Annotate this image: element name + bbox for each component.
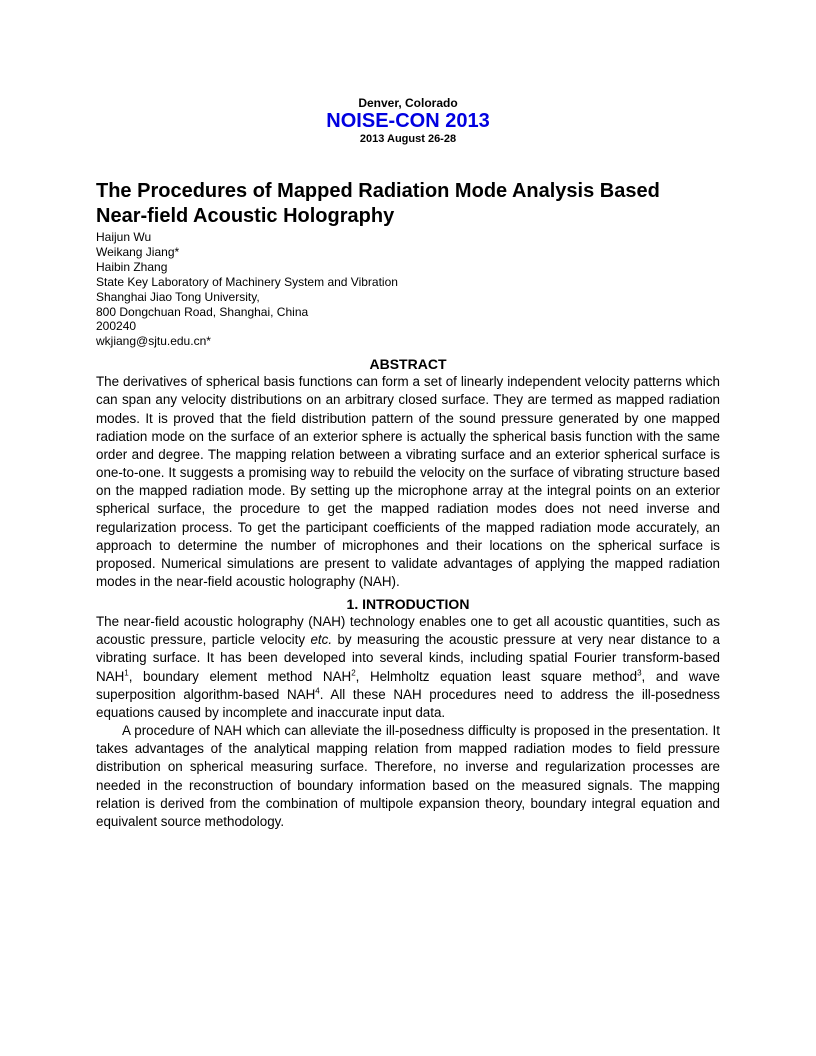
author-email: wkjiang@sjtu.edu.cn* xyxy=(96,334,211,349)
reference-marker: 3 xyxy=(637,668,642,678)
affiliation-line: State Key Laboratory of Machinery System and Vibration xyxy=(96,274,398,289)
affiliation-line: 800 Dongchuan Road, Shanghai, China xyxy=(96,304,309,319)
abstract-text: The derivatives of spherical basis functions can form a set of linearly independent velocity patterns which can span any velocity distributions on an arbitrary closed surface. They are termed as mapped radiation modes. It is proved that the field distribution pattern of the sound pressure generated by one mapped radiation mode on the surface of an exterior sphere is actually the spherical basis function with the same order and degree. The mapping relation between a vibrating surface and an exterior spherical surface is one-to-one. It suggests a promising way to rebuild the velocity on the surface of vibrating structure based on the mapped radiation mode. By setting up the microphone array at the integral points on an exterior spherical surface, the procedure to get the mapped radiation modes does not need inverse and regularization process. To get the participant coefficients of the mapped radiation mode accurately, an approach to determine the number of microphones and their locations on the spherical surface is proposed. Numerical simulations are present to validate advantages of applying the mapped radiation modes in the near-field acoustic holography (NAH). xyxy=(96,374,720,589)
affiliation-line: Shanghai Jiao Tong University, xyxy=(96,289,260,304)
author-name: Haibin Zhang xyxy=(96,259,168,274)
introduction-heading: 1. INTRODUCTION xyxy=(346,596,470,613)
introduction-paragraph-1: The near-field acoustic holography (NAH) technology enables one to get all acoustic quantities, such as acoustic pressure, particle velocity etc. by measuring the acoustic pressure at very near distance to a vibrating surface. It has been developed into several kinds, including spatial Fourier transform-based NAH$^1$, boundary element method NAH$^2$, Helmholtz equation least square method$^3$, and wave superposition algorithm-based NAH$^4$. All these NAH procedures need to address the ill-posedness equations caused by incomplete and inaccurate input data. xyxy=(96,614,720,720)
paper-title xyxy=(96,179,720,229)
reference-marker: 1 xyxy=(124,668,129,678)
paper-page xyxy=(96,96,720,831)
conference-name: NOISE-CON 2013 xyxy=(326,110,490,132)
reference-marker: 2 xyxy=(351,668,356,678)
reference-marker: 4 xyxy=(315,686,320,696)
author-name: Weikang Jiang* xyxy=(96,244,180,259)
conference-location: Denver, Colorado xyxy=(358,96,458,110)
introduction-paragraph-2: A procedure of NAH which can alleviate the ill-posedness difficulty is proposed in the presentation. It takes advantages of the analytical mapping relation from mapped radiation modes to field pressure distribution on spherical measuring surface. Therefore, no inverse and regularization processes are needed in the reconstruction of boundary information based on the measured signals. The mapping relation is derived from the combination of multipole expansion theory, boundary integral equation and equivalent source methodology. xyxy=(96,723,720,829)
conference-dates: 2013 August 26-28 xyxy=(359,133,457,145)
author-name: Haijun Wu xyxy=(96,230,152,244)
conference-header xyxy=(96,96,720,146)
paper-title-line-2: Near-field Acoustic Holography xyxy=(96,205,395,227)
paper-title-line-1: The Procedures of Mapped Radiation Mode Analysis Based xyxy=(96,180,660,202)
etc-italic: etc. xyxy=(310,632,333,648)
affiliation-line: 200240 xyxy=(96,319,137,334)
abstract-heading: ABSTRACT xyxy=(369,356,447,373)
author-block xyxy=(96,230,720,349)
